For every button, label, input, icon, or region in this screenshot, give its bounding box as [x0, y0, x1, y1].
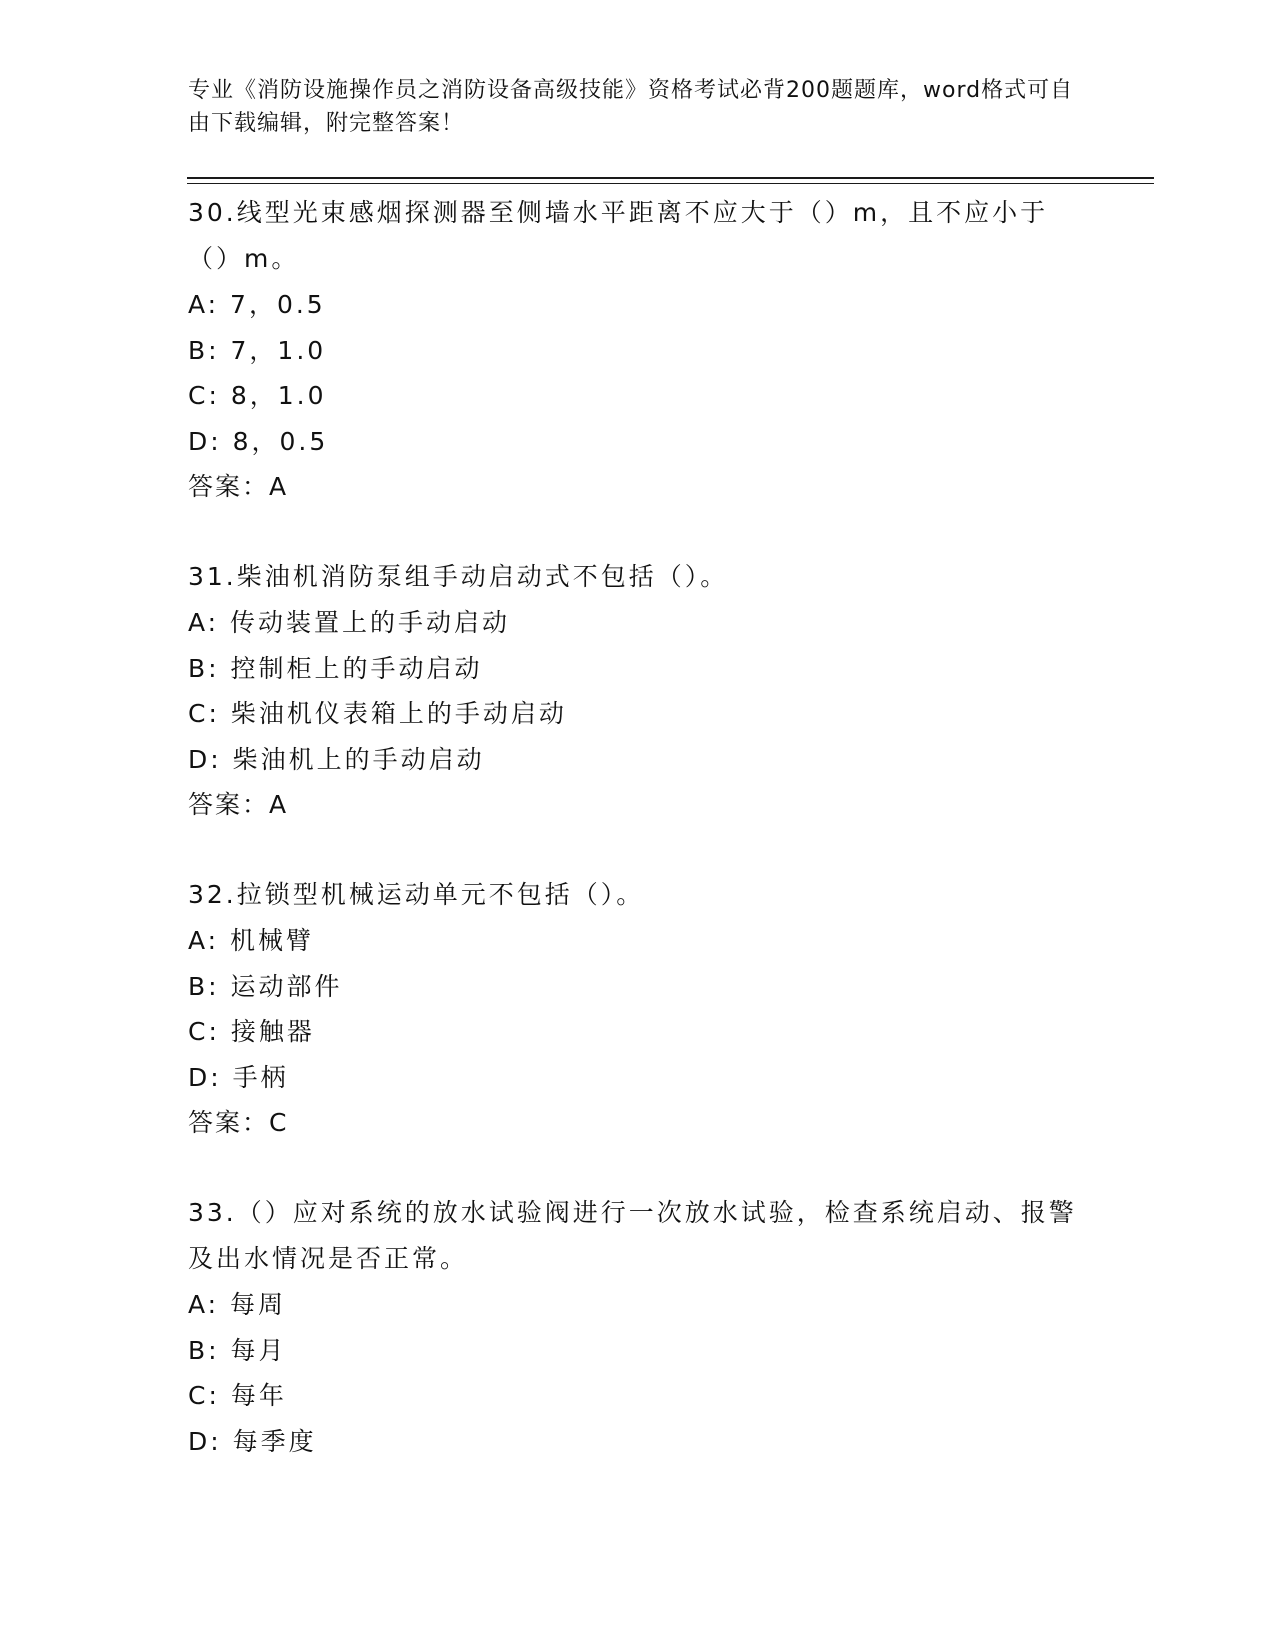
option-a: A: 7，0.5: [188, 290, 326, 319]
question-stem: 32.拉锁型机械运动单元不包括（）。: [188, 880, 645, 909]
option-a: A: 传动装置上的手动启动: [188, 608, 511, 637]
question-30: [188, 190, 1088, 509]
question-stem: 31.柴油机消防泵组手动启动式不包括（）。: [188, 562, 729, 591]
option-d: D: 手柄: [188, 1062, 289, 1092]
option-d: D: 8，0.5: [188, 426, 329, 456]
option-b: B: 7，1.0: [188, 335, 327, 365]
question-stem: 30.线型光束感烟探测器至侧墙水平距离不应大于（）m，且不应小于（）m。: [188, 198, 1049, 273]
option-d: D: 每季度: [188, 1426, 317, 1456]
option-a: A: 每周: [188, 1290, 287, 1319]
answer: 答案：A: [188, 790, 289, 819]
question-list: [188, 190, 1088, 1509]
option-c: C: 接触器: [188, 1017, 315, 1046]
question-33: [188, 1190, 1088, 1464]
answer: 答案：C: [188, 1108, 289, 1137]
header-divider-thin: [187, 183, 1154, 184]
option-c: C: 柴油机仪表箱上的手动启动: [188, 699, 567, 728]
question-31: [188, 554, 1088, 827]
option-c: C: 8，1.0: [188, 381, 327, 410]
option-c: C: 每年: [188, 1381, 287, 1410]
answer: 答案：A: [188, 472, 289, 501]
option-b: B: 运动部件: [188, 971, 343, 1001]
document-intro: 专业《消防设施操作员之消防设备高级技能》资格考试必背200题题库，word格式可自由下载编辑，附完整答案！: [188, 78, 1074, 136]
option-a: A: 机械臂: [188, 926, 315, 955]
option-d: D: 柴油机上的手动启动: [188, 744, 485, 774]
question-32: [188, 872, 1088, 1145]
option-b: B: 控制柜上的手动启动: [188, 653, 483, 683]
option-b: B: 每月: [188, 1335, 287, 1365]
header-divider-thick: [187, 177, 1154, 179]
question-stem: 33.（）应对系统的放水试验阀进行一次放水试验，检查系统启动、报警及出水情况是否正常。: [188, 1198, 1077, 1273]
